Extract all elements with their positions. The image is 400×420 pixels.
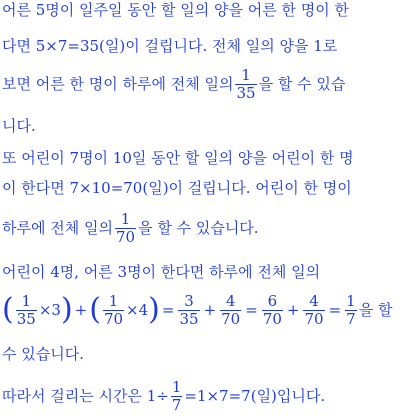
fraction-denominator: 70 <box>115 227 136 246</box>
fraction-denominator: 70 <box>262 309 282 328</box>
fraction-numerator: 1 <box>171 377 182 396</box>
open-paren: ( <box>2 292 14 327</box>
fraction-numerator: 3 <box>184 291 194 310</box>
close-paren: ) <box>60 292 73 327</box>
fraction-numerator: 6 <box>267 291 278 310</box>
fraction-6-70 <box>262 293 283 328</box>
fraction-denominator: 35 <box>16 309 36 328</box>
equation-trailing-text: 을 할 <box>358 301 393 319</box>
fraction-denominator: 35 <box>236 83 256 102</box>
paragraph1-line3 <box>2 64 345 104</box>
fraction-1-35 <box>16 293 37 328</box>
fraction-denominator: 7 <box>171 395 182 414</box>
times-4: ×4 <box>126 301 149 319</box>
fraction-1-70 <box>103 293 124 328</box>
paragraph4-text-a: 따라서 걸리는 시간은 1÷ <box>2 387 169 405</box>
paragraph1-line3-text-a: 보면 어른 한 명이 하루에 전체 일의 <box>2 75 234 93</box>
paragraph2-line3-text-a: 하루에 전체 일의 <box>2 219 113 237</box>
plus-sign: + <box>74 301 88 319</box>
fraction-denominator: 70 <box>221 309 241 328</box>
paragraph2-line3-text-b: 을 할 수 있습니다. <box>138 219 259 237</box>
paragraph1-line3-text-b: 을 할 수 있습 <box>258 75 346 93</box>
fraction-1-7 <box>171 379 183 414</box>
fraction-numerator: 4 <box>309 291 319 310</box>
paragraph2-line1: 또 어린이 7명이 10일 동안 할 일의 양을 어린이 한 명 <box>2 149 354 167</box>
equals-sign: = <box>161 301 175 319</box>
paragraph2-line2: 이 한다면 7×10=70(일)이 걸립니다. 어린이 한 명이 <box>2 179 352 197</box>
fraction-numerator: 1 <box>108 291 119 310</box>
fraction-1-7 <box>345 293 357 328</box>
fraction-numerator: 1 <box>346 291 356 310</box>
equals-sign: = <box>245 301 258 319</box>
plus-sign: + <box>286 301 300 319</box>
paragraph1-line1: 어른 5명이 일주일 동안 할 일의 양을 어른 한 명이 한 <box>2 1 350 19</box>
fraction-1-35 <box>235 67 256 102</box>
times-3: ×3 <box>38 301 61 319</box>
equals-sign: = <box>328 301 342 319</box>
paragraph2-line3 <box>2 208 259 248</box>
fraction-3-35 <box>178 293 199 328</box>
fraction-4-70 <box>303 293 324 328</box>
fraction-denominator: 70 <box>103 309 124 328</box>
fraction-numerator: 1 <box>241 65 251 84</box>
paragraph1-line2: 다면 5×7=35(일)이 걸립니다. 전체 일의 양을 1로 <box>2 37 338 55</box>
fraction-numerator: 4 <box>225 291 236 310</box>
fraction-numerator: 1 <box>21 291 32 310</box>
paragraph3-line1: 어린이 4명, 어른 3명이 한다면 하루에 전체 일의 <box>2 263 321 281</box>
open-paren: ( <box>89 292 101 327</box>
paragraph4-line1 <box>2 374 325 418</box>
fraction-denominator: 7 <box>346 309 356 328</box>
plus-sign: + <box>203 301 217 319</box>
fraction-4-70 <box>220 293 241 328</box>
fraction-denominator: 70 <box>304 309 324 328</box>
paragraph3-line3: 수 있습니다. <box>2 345 84 363</box>
paragraph1-line4: 니다. <box>2 117 36 135</box>
fraction-1-70 <box>115 211 136 246</box>
paragraph3-equation-line <box>2 288 392 332</box>
fraction-numerator: 1 <box>120 209 131 228</box>
fraction-denominator: 35 <box>179 309 199 328</box>
paragraph4-text-b: =1×7=7(일)입니다. <box>184 387 326 405</box>
close-paren: ) <box>148 292 160 327</box>
